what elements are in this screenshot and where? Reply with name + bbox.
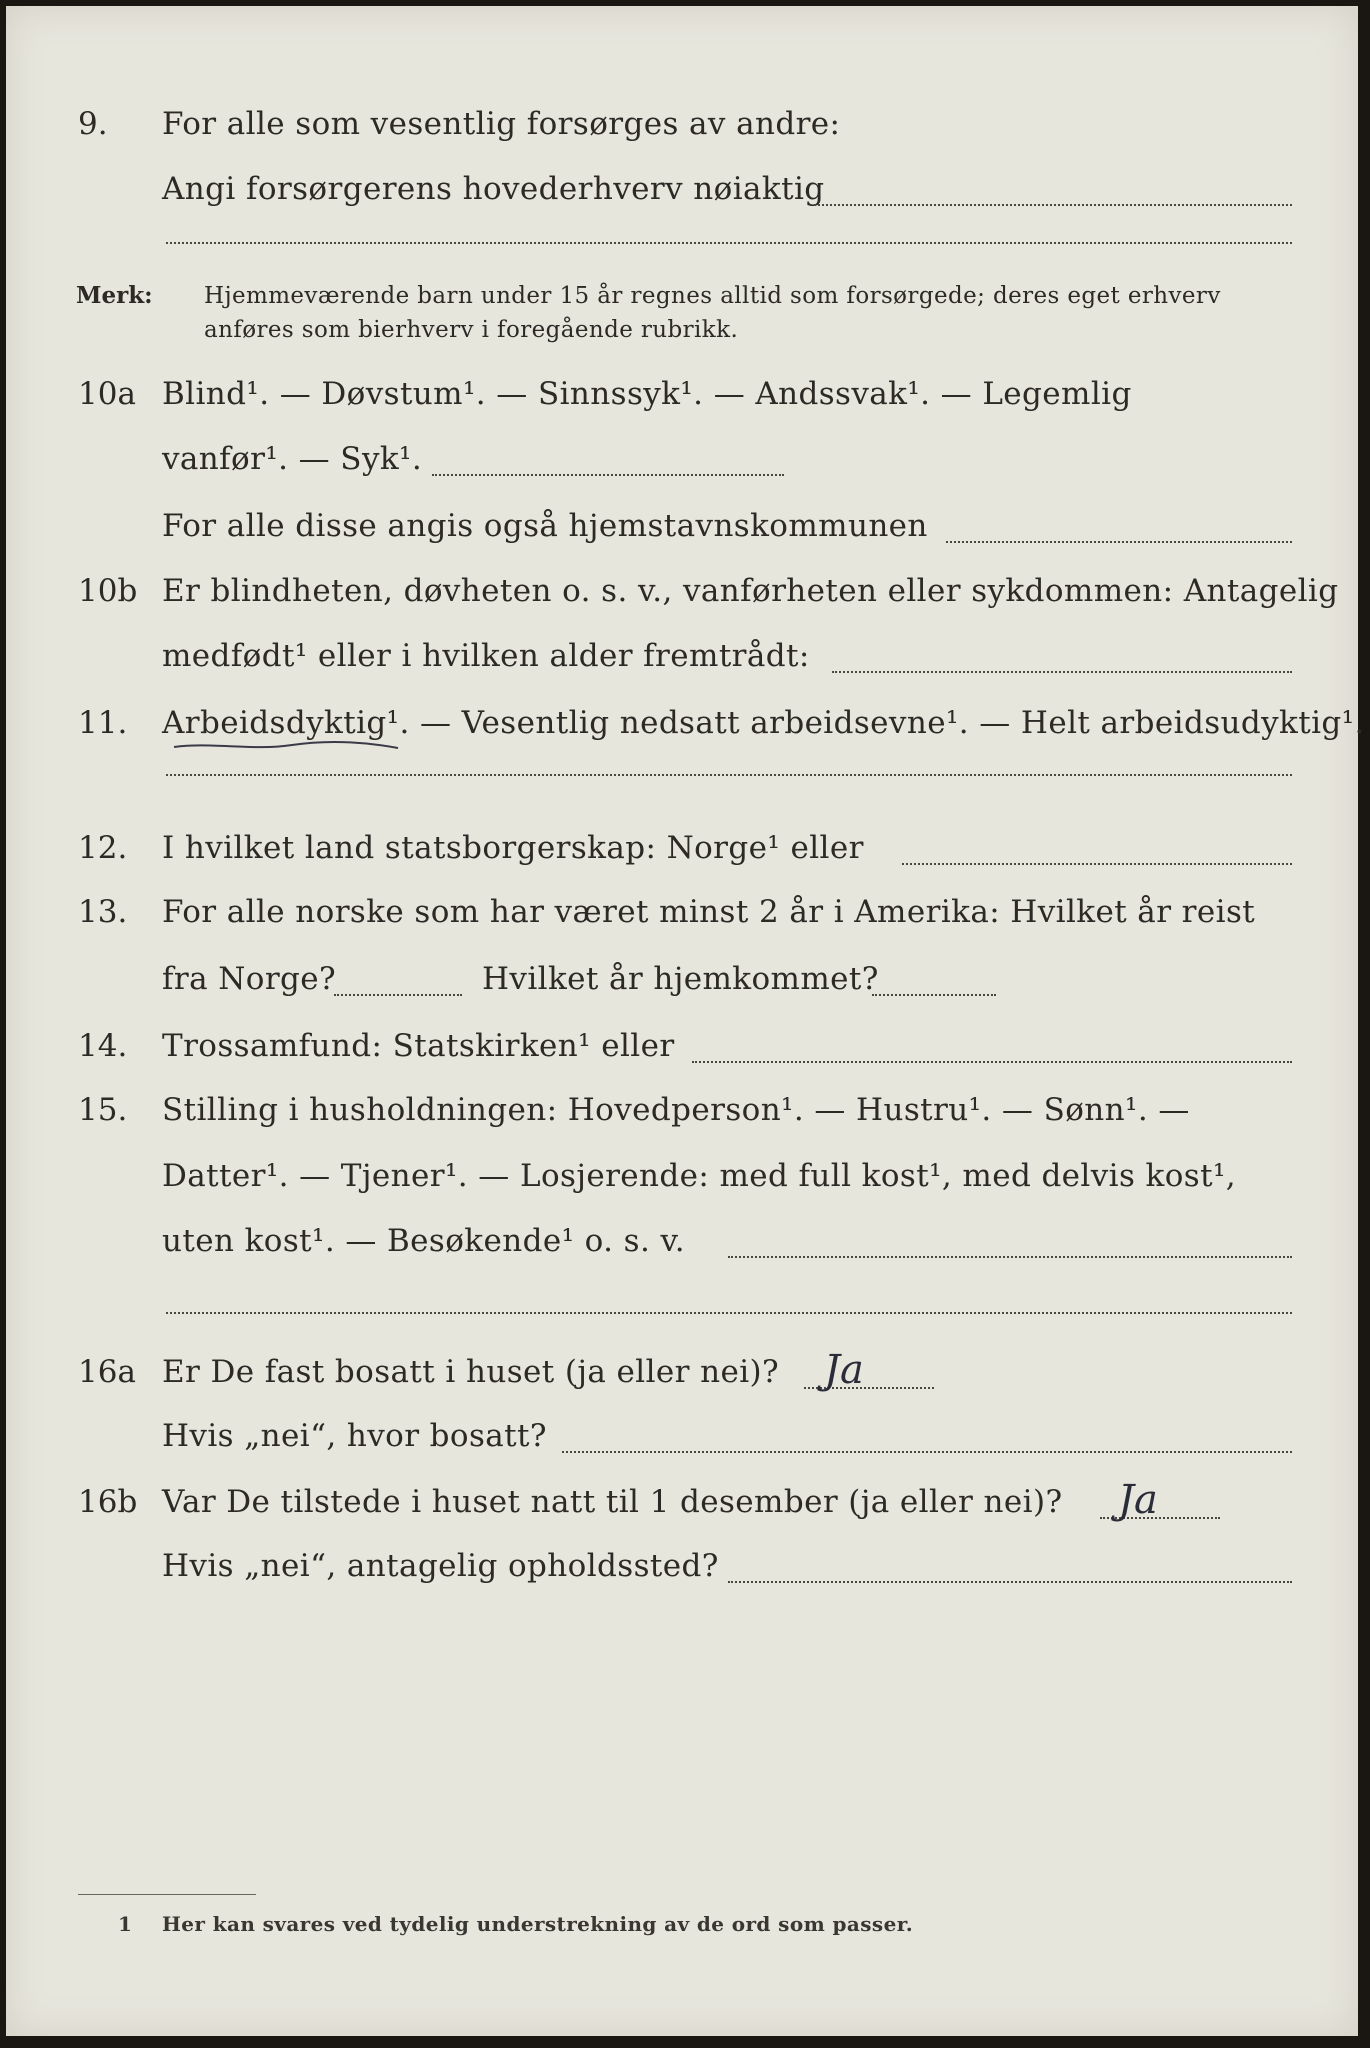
q15-text-2: Datter¹. — Tjener¹. — Losjerende: med full kost¹, med delvis kost¹, xyxy=(162,1158,1237,1194)
q10b-text-2: medfødt¹ eller i hvilken alder fremtrådt: xyxy=(162,638,810,674)
q14-row-1 xyxy=(6,1016,1358,1076)
q15-row-2 xyxy=(6,1146,1358,1206)
q13-row-1 xyxy=(6,882,1358,942)
q9-row-2 xyxy=(6,159,1358,219)
q10b-row-1 xyxy=(6,561,1358,621)
footnote-rule xyxy=(78,1894,256,1895)
q10b-number: 10b xyxy=(78,573,138,609)
q9-number: 9. xyxy=(78,106,108,142)
q16b-whereabouts-line[interactable] xyxy=(728,1581,1292,1583)
q10a-text-2: vanfør¹. — Syk¹. xyxy=(162,441,423,477)
q16b-row-1 xyxy=(6,1472,1358,1532)
q11-row-2 xyxy=(6,746,1358,806)
q9-text-2: Angi forsørgerens hovederhverv nøiaktig xyxy=(162,171,825,207)
footnote-text: Her kan svares ved tydelig understrekning av de ord som passer. xyxy=(162,1912,914,1936)
q13-number: 13. xyxy=(78,894,128,930)
q16b-text-1: Var De tilstede i huset natt til 1 desember (ja eller nei)? xyxy=(162,1484,1063,1520)
q16a-residence-line[interactable] xyxy=(562,1451,1292,1453)
merk-text-2: anføres som bierhverv i foregående rubrikk. xyxy=(204,317,739,343)
q13-text-2b: Hvilket år hjemkommet? xyxy=(482,961,879,997)
q15-row-1 xyxy=(6,1080,1358,1140)
merk-label: Merk: xyxy=(76,282,153,309)
q10a-home-municipality-line[interactable] xyxy=(946,541,1292,543)
q12-answer-line[interactable] xyxy=(902,863,1292,865)
q9-answer-line[interactable] xyxy=(814,204,1292,206)
q15-text-1: Stilling i husholdningen: Hovedperson¹. — Hustru¹. — Sønn¹. — xyxy=(162,1092,1190,1128)
footnote-row xyxy=(6,1904,1358,1944)
q13-text-1: For alle norske som har været minst 2 år i Amerika: Hvilket år reist xyxy=(162,894,1256,930)
q9-row-3 xyxy=(6,220,1358,280)
q9-extra-line[interactable] xyxy=(166,242,1292,244)
q13-year-returned-line[interactable] xyxy=(872,994,996,996)
q10a-text-3: For alle disse angis også hjemstavnskommunen xyxy=(162,508,928,544)
q11-text-1: Arbeidsdyktig¹. — Vesentlig nedsatt arbeidsevne¹. — Helt arbeidsudyktig¹. xyxy=(162,705,1365,741)
q13-text-2a: fra Norge? xyxy=(162,961,337,997)
q15-row-4 xyxy=(6,1272,1358,1332)
merk-text-1: Hjemmeværende barn under 15 år regnes alltid som forsørgede; deres eget erhverv xyxy=(204,283,1221,309)
q16b-handwritten-answer: Ja xyxy=(1118,1477,1158,1523)
q10a-row-3 xyxy=(6,496,1358,556)
q10a-row-1 xyxy=(6,364,1358,424)
q13-row-2 xyxy=(6,949,1358,1009)
q15-extra-line[interactable] xyxy=(166,1312,1292,1314)
q9-text-1: For alle som vesentlig forsørges av andre: xyxy=(162,106,841,142)
q16a-handwritten-answer: Ja xyxy=(824,1347,864,1393)
q13-year-left-line[interactable] xyxy=(334,994,462,996)
census-form-page xyxy=(6,6,1365,2036)
q16a-number: 16a xyxy=(78,1354,136,1390)
q15-answer-line[interactable] xyxy=(728,1256,1292,1258)
q11-number: 11. xyxy=(78,705,128,741)
q10b-row-2 xyxy=(6,626,1358,686)
q14-number: 14. xyxy=(78,1028,128,1064)
q16b-number: 16b xyxy=(78,1484,138,1520)
q9-row-1 xyxy=(6,94,1358,154)
q15-number: 15. xyxy=(78,1092,128,1128)
q16a-row-1 xyxy=(6,1342,1358,1402)
q16a-row-2 xyxy=(6,1406,1358,1466)
q15-row-3 xyxy=(6,1211,1358,1271)
q10a-text-1: Blind¹. — Døvstum¹. — Sinnssyk¹. — Andssvak¹. — Legemlig xyxy=(162,376,1132,412)
q10a-answer-line[interactable] xyxy=(432,474,784,476)
q12-text-1: I hvilket land statsborgerskap: Norge¹ eller xyxy=(162,830,864,866)
q14-answer-line[interactable] xyxy=(692,1061,1292,1063)
q14-text-1: Trossamfund: Statskirken¹ eller xyxy=(162,1028,675,1064)
q12-number: 12. xyxy=(78,830,128,866)
q10b-answer-line[interactable] xyxy=(832,671,1292,673)
footnote-mark: 1 xyxy=(118,1912,132,1936)
footnote-rule-row xyxy=(6,1884,1358,1904)
q16a-text-1: Er De fast bosatt i huset (ja eller nei)? xyxy=(162,1354,780,1390)
q16b-text-2: Hvis „nei“, antagelig opholdssted? xyxy=(162,1548,719,1584)
q10b-text-1: Er blindheten, døvheten o. s. v., vanførheten eller sykdommen: Antagelig xyxy=(162,573,1339,609)
q16b-row-2 xyxy=(6,1536,1358,1596)
q11-row-1 xyxy=(6,693,1365,753)
q15-text-3: uten kost¹. — Besøkende¹ o. s. v. xyxy=(162,1223,685,1259)
q12-row-1 xyxy=(6,818,1358,878)
q10a-row-2 xyxy=(6,429,1358,489)
q10a-number: 10a xyxy=(78,376,136,412)
q11-extra-line[interactable] xyxy=(166,774,1292,776)
q16a-text-2: Hvis „nei“, hvor bosatt? xyxy=(162,1418,547,1454)
